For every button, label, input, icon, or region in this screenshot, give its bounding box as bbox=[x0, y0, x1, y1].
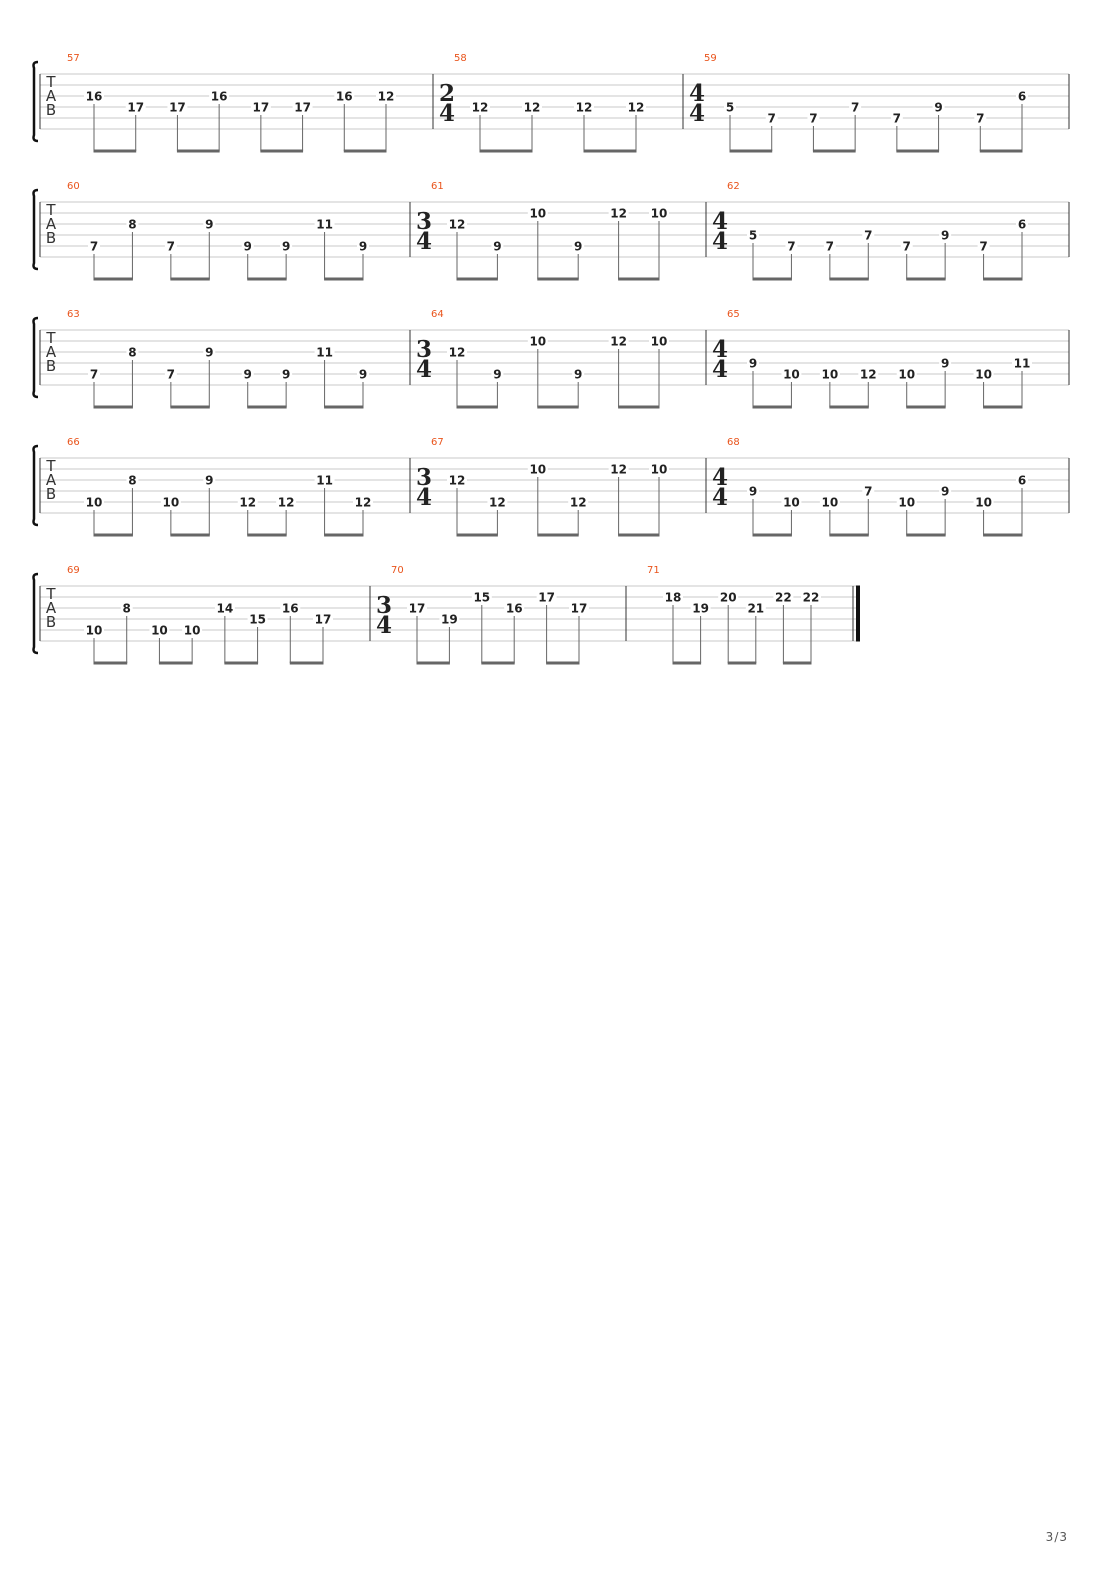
fret-number: 10 bbox=[85, 623, 103, 638]
fret-number: 17 bbox=[252, 100, 270, 115]
fret-number: 10 bbox=[975, 495, 992, 510]
fret-number: 12 bbox=[239, 495, 257, 510]
fret-number: 7 bbox=[979, 239, 988, 254]
fret-number: 9 bbox=[205, 217, 214, 232]
fret-number: 11 bbox=[1013, 356, 1031, 371]
fret-number: 17 bbox=[314, 612, 332, 627]
measure-number: 69 bbox=[67, 565, 80, 576]
time-signature-bottom: 4 bbox=[711, 356, 729, 383]
fret-number: 12 bbox=[448, 473, 466, 488]
tab-clef-letter: B bbox=[45, 357, 57, 375]
fret-number: 10 bbox=[975, 367, 992, 382]
fret-number: 8 bbox=[128, 345, 137, 360]
fret-number: 8 bbox=[128, 217, 137, 232]
fret-number: 6 bbox=[1017, 217, 1027, 232]
measure-number: 59 bbox=[704, 53, 717, 64]
fret-number: 17 bbox=[169, 100, 186, 115]
fret-number: 9 bbox=[940, 228, 950, 243]
fret-number: 14 bbox=[216, 601, 234, 616]
time-signature-bottom: 4 bbox=[711, 484, 729, 511]
measure-number: 71 bbox=[647, 565, 660, 576]
fret-number: 12 bbox=[448, 345, 466, 360]
fret-number: 7 bbox=[864, 228, 873, 243]
fret-number: 15 bbox=[249, 612, 266, 627]
fret-number: 12 bbox=[354, 495, 372, 510]
fret-number: 16 bbox=[281, 601, 299, 616]
fret-number: 16 bbox=[335, 89, 353, 104]
tab-clef-letter: A bbox=[45, 87, 57, 105]
fret-number: 12 bbox=[627, 100, 645, 115]
fret-number: 9 bbox=[243, 239, 252, 254]
fret-number: 7 bbox=[809, 111, 818, 126]
fret-number: 5 bbox=[725, 100, 735, 115]
fret-number: 20 bbox=[719, 590, 737, 605]
fret-number: 12 bbox=[610, 334, 627, 349]
tab-clef-letter: T bbox=[46, 457, 56, 475]
fret-number: 7 bbox=[825, 239, 835, 254]
tab-clef-letter: A bbox=[45, 471, 57, 489]
fret-number: 7 bbox=[89, 367, 99, 382]
fret-number: 10 bbox=[85, 495, 103, 510]
measure-number: 60 bbox=[67, 181, 80, 192]
fret-number: 6 bbox=[1017, 473, 1027, 488]
fret-number: 12 bbox=[569, 495, 587, 510]
tab-clef-letter: T bbox=[46, 329, 56, 347]
fret-number: 12 bbox=[377, 89, 395, 104]
fret-number: 16 bbox=[505, 601, 523, 616]
fret-number: 12 bbox=[471, 100, 489, 115]
tab-clef-letter: B bbox=[45, 613, 57, 631]
fret-number: 6 bbox=[1017, 89, 1027, 104]
measure-number: 68 bbox=[727, 437, 740, 448]
page-total: 3 bbox=[1059, 1530, 1067, 1544]
fret-number: 8 bbox=[128, 473, 137, 488]
measure-number: 66 bbox=[67, 437, 80, 448]
system-bracket bbox=[34, 318, 39, 397]
fret-number: 7 bbox=[850, 100, 860, 115]
fret-number: 21 bbox=[747, 601, 765, 616]
fret-number: 9 bbox=[574, 239, 583, 254]
fret-number: 9 bbox=[281, 367, 291, 382]
measure-number: 63 bbox=[67, 309, 80, 320]
measure-number: 65 bbox=[727, 309, 740, 320]
fret-number: 9 bbox=[940, 356, 950, 371]
fret-number: 9 bbox=[205, 473, 214, 488]
fret-number: 17 bbox=[570, 601, 588, 616]
fret-number: 10 bbox=[821, 495, 839, 510]
fret-number: 7 bbox=[892, 111, 902, 126]
fret-number: 7 bbox=[166, 239, 176, 254]
fret-number: 8 bbox=[122, 601, 131, 616]
fret-number: 10 bbox=[529, 334, 547, 349]
measure-number: 70 bbox=[391, 565, 404, 576]
fret-number: 7 bbox=[864, 484, 873, 499]
fret-number: 10 bbox=[783, 367, 800, 382]
fret-number: 11 bbox=[316, 217, 333, 232]
fret-number: 12 bbox=[523, 100, 541, 115]
fret-number: 10 bbox=[151, 623, 168, 638]
time-signature-bottom: 4 bbox=[688, 100, 706, 127]
fret-number: 12 bbox=[489, 495, 506, 510]
time-signature-top: 3 bbox=[375, 592, 393, 619]
fret-number: 9 bbox=[574, 367, 583, 382]
tab-clef-letter: B bbox=[45, 229, 57, 247]
fret-number: 7 bbox=[902, 239, 911, 254]
fret-number: 22 bbox=[775, 590, 792, 605]
fret-number: 11 bbox=[316, 473, 333, 488]
page-separator: / bbox=[1054, 1530, 1059, 1544]
tab-clef-letter: T bbox=[46, 585, 56, 603]
system-bracket bbox=[34, 62, 39, 141]
fret-number: 12 bbox=[610, 206, 627, 221]
fret-number: 10 bbox=[650, 462, 668, 477]
fret-number: 12 bbox=[277, 495, 295, 510]
fret-number: 7 bbox=[976, 111, 985, 126]
page-number bbox=[1046, 1530, 1067, 1544]
fret-number: 22 bbox=[802, 590, 820, 605]
fret-number: 17 bbox=[294, 100, 311, 115]
fret-number: 10 bbox=[898, 495, 916, 510]
time-signature-bottom: 4 bbox=[438, 100, 456, 127]
time-signature-top: 4 bbox=[711, 464, 729, 491]
tab-clef-letter: B bbox=[45, 485, 57, 503]
time-signature-top: 2 bbox=[438, 80, 456, 107]
time-signature-top: 3 bbox=[415, 208, 433, 235]
tab-clef-letter: A bbox=[45, 215, 57, 233]
time-signature-bottom: 4 bbox=[711, 228, 729, 255]
fret-number: 9 bbox=[493, 367, 502, 382]
time-signature-top: 4 bbox=[711, 208, 729, 235]
time-signature-top: 4 bbox=[688, 80, 706, 107]
measure-number: 67 bbox=[431, 437, 444, 448]
fret-number: 10 bbox=[529, 206, 547, 221]
tab-clef-letter: T bbox=[46, 201, 56, 219]
fret-number: 9 bbox=[358, 239, 368, 254]
fret-number: 10 bbox=[821, 367, 839, 382]
fret-number: 10 bbox=[783, 495, 800, 510]
measure-number: 57 bbox=[67, 53, 80, 64]
fret-number: 9 bbox=[358, 367, 368, 382]
fret-number: 12 bbox=[610, 462, 627, 477]
time-signature-bottom: 4 bbox=[415, 228, 433, 255]
fret-number: 17 bbox=[408, 601, 426, 616]
measure-number: 58 bbox=[454, 53, 467, 64]
page-current: 3 bbox=[1045, 1530, 1054, 1544]
fret-number: 7 bbox=[787, 239, 796, 254]
fret-number: 9 bbox=[934, 100, 943, 115]
fret-number: 16 bbox=[210, 89, 228, 104]
system-bracket bbox=[34, 446, 39, 525]
fret-number: 10 bbox=[898, 367, 916, 382]
fret-number: 17 bbox=[538, 590, 555, 605]
fret-number: 17 bbox=[127, 100, 145, 115]
fret-number: 9 bbox=[493, 239, 502, 254]
measure-number: 62 bbox=[727, 181, 740, 192]
fret-number: 12 bbox=[575, 100, 593, 115]
fret-number: 7 bbox=[166, 367, 176, 382]
time-signature-bottom: 4 bbox=[415, 356, 433, 383]
time-signature-top: 3 bbox=[415, 336, 433, 363]
fret-number: 16 bbox=[85, 89, 103, 104]
fret-number: 7 bbox=[767, 111, 776, 126]
time-signature-bottom: 4 bbox=[415, 484, 433, 511]
time-signature-top: 3 bbox=[415, 464, 433, 491]
fret-number: 9 bbox=[940, 484, 950, 499]
fret-number: 10 bbox=[650, 334, 668, 349]
fret-number: 15 bbox=[473, 590, 491, 605]
system-bracket bbox=[34, 190, 39, 269]
fret-number: 18 bbox=[664, 590, 682, 605]
fret-number: 10 bbox=[162, 495, 180, 510]
fret-number: 12 bbox=[448, 217, 466, 232]
fret-number: 5 bbox=[748, 228, 758, 243]
fret-number: 9 bbox=[205, 345, 214, 360]
fret-number: 9 bbox=[281, 239, 291, 254]
time-signature-top: 4 bbox=[711, 336, 729, 363]
fret-number: 19 bbox=[441, 612, 458, 627]
tab-clef-letter: A bbox=[45, 599, 57, 617]
tab-clef-letter: T bbox=[46, 73, 56, 91]
fret-number: 12 bbox=[859, 367, 877, 382]
tab-clef-letter: B bbox=[45, 101, 57, 119]
fret-number: 7 bbox=[89, 239, 99, 254]
system-bracket bbox=[34, 574, 39, 653]
tab-clef-letter: A bbox=[45, 343, 57, 361]
fret-number: 9 bbox=[748, 356, 758, 371]
measure-number: 64 bbox=[431, 309, 444, 320]
time-signature-bottom: 4 bbox=[375, 612, 393, 639]
fret-number: 10 bbox=[183, 623, 201, 638]
fret-number: 11 bbox=[316, 345, 333, 360]
measure-number: 61 bbox=[431, 181, 444, 192]
fret-number: 9 bbox=[243, 367, 252, 382]
fret-number: 10 bbox=[529, 462, 547, 477]
fret-number: 19 bbox=[692, 601, 709, 616]
fret-number: 10 bbox=[650, 206, 668, 221]
fret-number: 9 bbox=[748, 484, 758, 499]
